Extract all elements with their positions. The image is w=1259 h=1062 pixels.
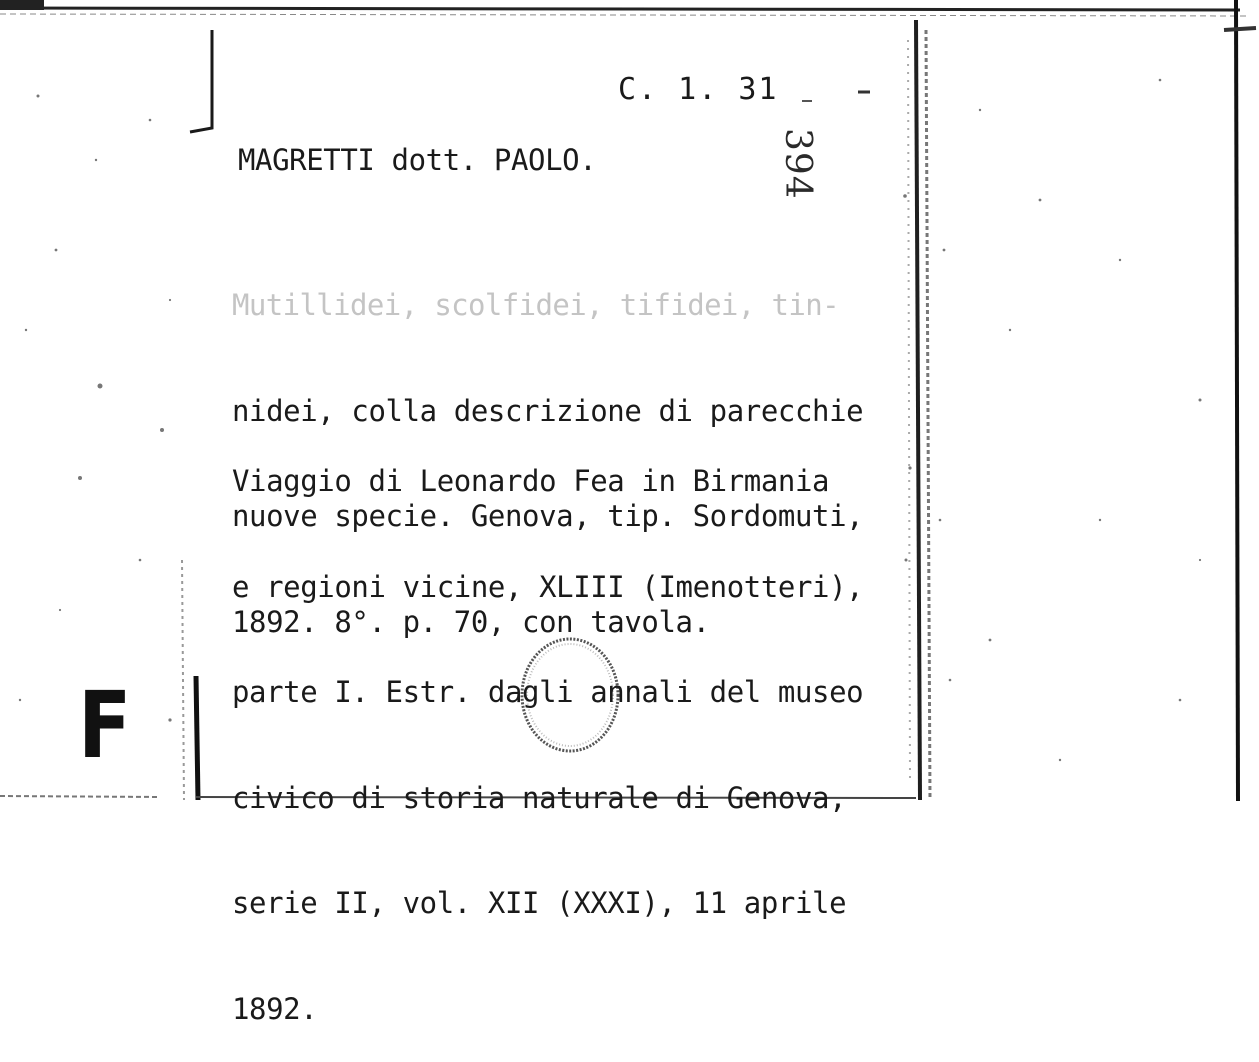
left-edge-line-bottom [196,676,198,800]
drawer-letter: F [78,672,130,779]
entry-1-line: 1892. 8°. p. 70, con tavola. [232,604,710,639]
author-heading: MAGRETTI dott. PAOLO. [238,143,597,177]
entry-2 [232,394,863,1062]
entry-1-line: nuove specie. Genova, tip. Sordomuti, [232,499,864,533]
entry-1-line: nidei, colla descrizione di parecchie [232,393,864,428]
top-edge-speckle [0,14,1250,16]
entry-2-line: serie II, vol. XII (XXXI), 11 aprile [232,886,847,920]
stamp-number: 394 [777,128,818,200]
right-edge-line [916,20,920,800]
bottom-edge-speckle [0,796,160,797]
right-edge-speckle [926,30,930,800]
left-bracket [190,30,212,132]
entry-2-line: parte I. Estr. dagli annali del museo [232,675,864,709]
right-edge-speckle-inner [908,40,910,780]
entry-2-line: Viaggio di Leonardo Fea in Birmania [232,464,830,498]
entry-2-line: e regioni vicine, XLIII (Imenotteri), [232,569,864,604]
entry-2-line: 1892. [232,991,318,1026]
top-right-mark [1224,28,1256,30]
top-left-mark [0,0,44,10]
top-edge-line [0,8,1240,10]
entry-2-line: civico di storia naturale di Genova, [232,780,847,815]
left-edge-speckle [182,560,184,800]
catalog-number: C. 1. 31 [618,72,779,107]
far-right-edge [1236,0,1238,801]
entry-1-faded-line: Mutillidei, scolfidei, tifidei, tin- [232,288,839,322]
